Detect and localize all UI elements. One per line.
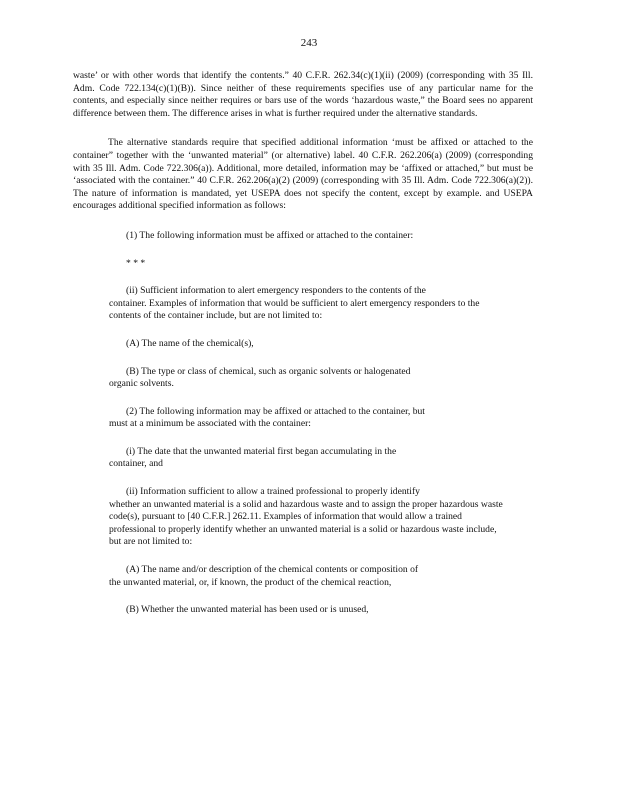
ellipsis-stars: * * * (126, 257, 146, 269)
quote-8-rest: the unwanted material, or, if known, the product of the chemical reaction, (109, 576, 392, 588)
paragraph-2: The alternative standards require that specified additional information ‘must be affixed or attached to the container” together with the ‘unwanted material” (or alternative) label. 40 C.F.R. 262.206(a) (2009) (corresponding with 35 Ill. Adm. Code 722.306(a)). Additional, more detailed, information may be ‘affixed or attached,” but must be ‘associated with the container.” 40 C.F.R. 262.206(a)(2) (2009) (corresponding with 35 Ill. Adm. Code 722.306(a)(2)). The nature of information is mandated, yet USEPA does not specify the content, except by example. and USEPA encourages additional specified information as follows: (73, 137, 533, 212)
quote-5-rest: must at a minimum be associated with the container: (109, 418, 311, 430)
quote-8 (73, 564, 533, 589)
quote-2 (73, 285, 533, 323)
quote-7-first-line: (ii) Information sufficient to allow a trained professional to properly identify (126, 486, 420, 498)
quote-6 (73, 446, 533, 471)
quote-1: (1) The following information must be affixed or attached to the container: (126, 229, 414, 241)
quote-3: (A) The name of the chemical(s), (126, 337, 254, 349)
quote-8-first-line: (A) The name and/or description of the chemical contents or composition of (126, 564, 419, 576)
page-number: 243 (300, 37, 318, 49)
paragraph-1: waste’ or with other words that identify the contents.” 40 C.F.R. 262.34(c)(1)(ii) (2009) (corresponding with 35 Ill. Adm. Code 722.134(c)(1)(B)). Since neither of these requirements specifies use of any particular name for the contents, and especially since neither requires or bars use of the words ‘hazardous waste,” the Board sees no apparent difference between them. The difference arises in what is further required under the alternative standards. (73, 70, 533, 119)
quote-5-first-line: (2) The following information may be affixed or attached to the container, but (126, 405, 425, 417)
quote-2-first-line: (ii) Sufficient information to alert emergency responders to the contents of the (126, 285, 426, 297)
quote-4-rest: organic solvents. (109, 378, 174, 390)
quote-6-first-line: (i) The date that the unwanted material first began accumulating in the (126, 445, 397, 457)
quote-5 (73, 406, 533, 431)
quote-4-first-line: (B) The type or class of chemical, such as organic solvents or halogenated (126, 365, 411, 377)
quote-4 (73, 366, 533, 391)
quote-7-rest: whether an unwanted material is a solid and hazardous waste and to assign the proper hazardous waste code(s), pursuant to [40 C.F.R.] 262.11. Examples of information that would allow a trained professional to properly identify whether an unwanted material is a solid or hazardous waste include, but are not limited to: (109, 498, 503, 548)
page-body (73, 70, 533, 617)
quote-7 (73, 486, 533, 549)
quote-2-rest: container. Examples of information that would be sufficient to alert emergency responders to the contents of the container include, but are not limited to: (109, 297, 480, 322)
quote-9: (B) Whether the unwanted material has been used or is unused, (126, 604, 369, 616)
quote-6-rest: container, and (109, 458, 163, 470)
